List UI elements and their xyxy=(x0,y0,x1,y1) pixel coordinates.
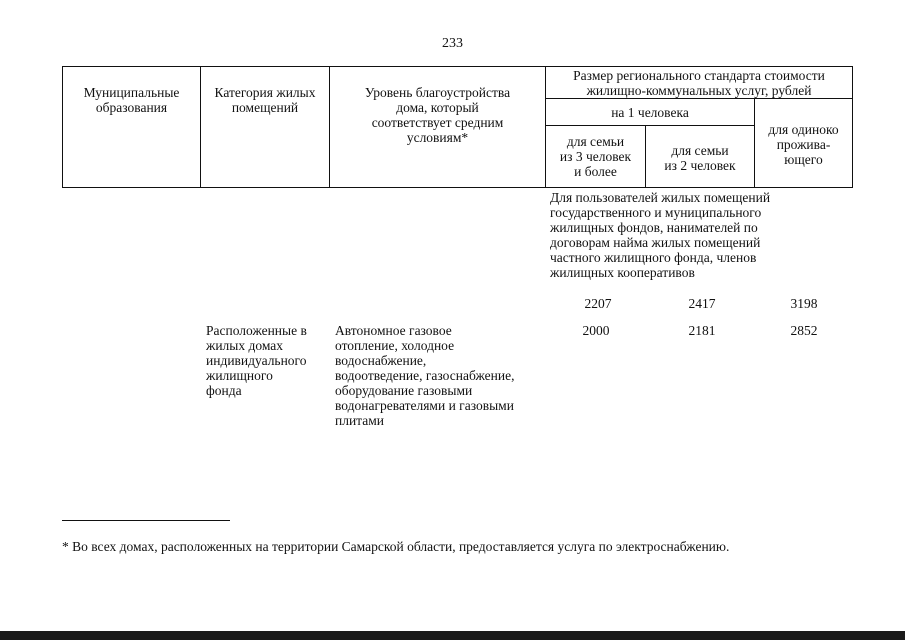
scan-edge-bar xyxy=(0,631,905,640)
header-standard-size: Размер регионального стандарта стоимости жилищно-коммунальных услуг, рублей xyxy=(573,68,825,98)
header-single: для одиноко прожива- ющего xyxy=(768,122,839,167)
header-top-border xyxy=(62,66,853,67)
row-value-single: 2852 xyxy=(790,323,818,338)
footnote: * Во всех домах, расположенных на территории Самарской области, предоставляется услуга по электроснабжению. xyxy=(62,539,730,554)
header-category: Категория жилых помещений xyxy=(214,85,316,115)
header-level: Уровень благоустройства дома, который соответствует средним условиям* xyxy=(364,85,511,145)
row-category: Расположенные в жилых домах индивидуального жилищного фонда xyxy=(206,323,307,398)
header-municipal: Муниципальные образования xyxy=(83,85,180,115)
col-border-right xyxy=(852,66,853,188)
header-bottom-border xyxy=(62,187,853,188)
section-value-family2: 2417 xyxy=(688,296,716,311)
section-value-family3: 2207 xyxy=(584,296,612,311)
per-person-divider xyxy=(545,125,754,126)
section-caption: Для пользователей жилых помещений государственного и муниципального жилищных фондов, нанимателей по договорам найма жилых помещений частного жилищного фонда, членов жилищных кооперативов xyxy=(550,190,771,280)
page-number: 233 xyxy=(442,36,463,51)
row-value-family3: 2000 xyxy=(582,323,610,338)
section-value-single: 3198 xyxy=(790,296,818,311)
header-family3: для семьи из 3 человек и более xyxy=(559,134,632,179)
row-level: Автономное газовое отопление, холодное водоснабжение, водоотведение, газоснабжение, оборудование газовыми водонагревателями и газовыми плитами xyxy=(335,323,515,428)
header-per-person: на 1 человека xyxy=(611,105,689,120)
footnote-separator xyxy=(62,520,230,521)
header-family2: для семьи из 2 человек xyxy=(664,143,736,173)
row-value-family2: 2181 xyxy=(688,323,716,338)
standard-size-divider xyxy=(545,98,853,99)
